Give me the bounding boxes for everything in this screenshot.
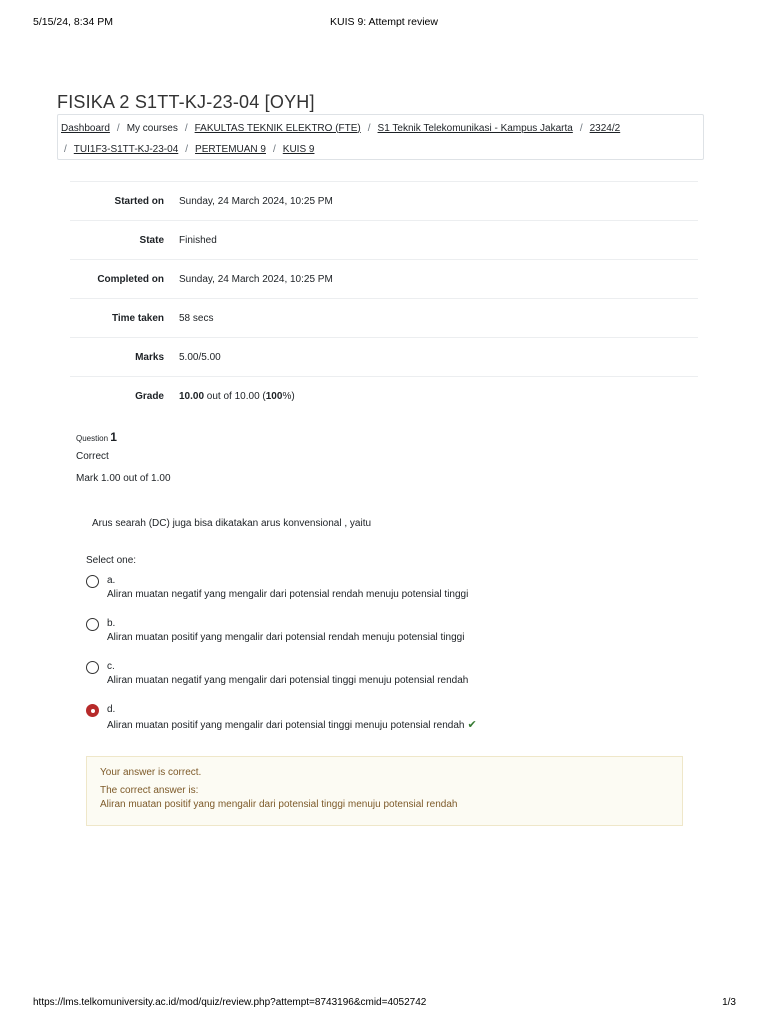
question-number-label: Question: [76, 434, 111, 443]
option-letter: b.: [107, 618, 116, 629]
breadcrumb: [57, 114, 704, 160]
summary-value: Sunday, 24 March 2024, 10:25 PM: [179, 195, 333, 207]
answer-option-d[interactable]: [86, 703, 686, 737]
breadcrumb-course[interactable]: TUI1F3-S1TT-KJ-23-04: [73, 143, 179, 155]
summary-row-time-taken: [70, 298, 698, 337]
summary-value: 58 secs: [179, 312, 214, 324]
feedback-result: Your answer is correct.: [100, 767, 202, 778]
option-letter: c.: [107, 661, 115, 672]
breadcrumb-my-courses: My courses: [126, 122, 178, 134]
answer-option-c[interactable]: [86, 660, 686, 694]
print-url: https://lms.telkomuniversity.ac.id/mod/quiz/review.php?attempt=8743196&cmid=4052742: [33, 997, 427, 1008]
question-state: Correct: [76, 451, 109, 462]
summary-label: Grade: [135, 390, 164, 402]
attempt-summary-table: [70, 181, 698, 415]
summary-label: Completed on: [97, 273, 164, 285]
grade-percent: 100: [265, 390, 283, 402]
grade-value: [179, 391, 295, 402]
breadcrumb-term[interactable]: 2324/2: [589, 122, 621, 134]
answer-feedback: [86, 756, 683, 826]
summary-row-started-on: [70, 181, 698, 220]
summary-value: 5.00/5.00: [179, 351, 221, 363]
radio-icon[interactable]: [86, 661, 99, 674]
breadcrumb-separator: /: [185, 143, 189, 155]
summary-label: Time taken: [111, 312, 164, 324]
summary-label: State: [139, 234, 164, 246]
breadcrumb-separator: /: [184, 122, 188, 134]
breadcrumb-separator: /: [116, 122, 120, 134]
grade-score: 10.00: [179, 390, 205, 402]
option-text: Aliran muatan negatif yang mengalir dari potensial rendah menuju potensial tinggi: [107, 589, 469, 600]
answer-option-b[interactable]: [86, 617, 686, 651]
radio-icon[interactable]: [86, 575, 99, 588]
summary-row-grade: [70, 376, 698, 415]
radio-selected-icon[interactable]: [86, 704, 99, 717]
option-text: Aliran muatan positif yang mengalir dari potensial tinggi menuju potensial rendah: [107, 720, 465, 731]
summary-row-state: [70, 220, 698, 259]
grade-percent-suffix: %): [282, 390, 295, 402]
breadcrumb-separator: /: [64, 143, 67, 155]
option-letter: a.: [107, 575, 116, 586]
option-text: Aliran muatan negatif yang mengalir dari potensial tinggi menuju potensial rendah: [107, 675, 469, 686]
print-footer: [0, 997, 768, 1011]
breadcrumb-separator: /: [367, 122, 371, 134]
print-header: [0, 16, 768, 30]
print-page-title: KUIS 9: Attempt review: [330, 16, 438, 28]
question-mark: Mark 1.00 out of 1.00: [76, 473, 171, 484]
breadcrumb-faculty[interactable]: FAKULTAS TEKNIK ELEKTRO (FTE): [194, 122, 361, 134]
answer-option-a[interactable]: [86, 574, 686, 608]
summary-label: Started on: [114, 195, 164, 207]
summary-row-completed-on: [70, 259, 698, 298]
question-text: Arus searah (DC) juga bisa dikatakan arus konvensional , yaitu: [92, 518, 372, 529]
select-one-prompt: Select one:: [86, 555, 137, 566]
feedback-correct-label: The correct answer is:: [100, 785, 199, 796]
breadcrumb-section[interactable]: PERTEMUAN 9: [195, 143, 266, 155]
course-title: FISIKA 2 S1TT-KJ-23-04 [OYH]: [57, 92, 315, 112]
summary-label: Marks: [135, 351, 164, 363]
question-number: [76, 430, 117, 444]
breadcrumb-quiz[interactable]: KUIS 9: [282, 143, 315, 155]
breadcrumb-separator: /: [579, 122, 583, 134]
grade-out-of: out of 10.00 (: [204, 390, 266, 402]
summary-value: Sunday, 24 March 2024, 10:25 PM: [179, 273, 333, 285]
option-letter: d.: [107, 704, 116, 715]
breadcrumb-separator: /: [273, 143, 276, 155]
question-number-value: 1: [110, 430, 117, 444]
check-icon: ✔: [467, 719, 477, 731]
radio-icon[interactable]: [86, 618, 99, 631]
summary-value: Finished: [179, 234, 217, 246]
option-text-wrapper: [107, 718, 477, 731]
feedback-correct-answer: Aliran muatan positif yang mengalir dari potensial tinggi menuju potensial rendah: [100, 799, 458, 810]
option-text: Aliran muatan positif yang mengalir dari potensial rendah menuju potensial tinggi: [107, 632, 465, 643]
breadcrumb-program[interactable]: S1 Teknik Telekomunikasi - Kampus Jakarta: [377, 122, 573, 134]
summary-row-marks: [70, 337, 698, 376]
breadcrumb-dashboard[interactable]: Dashboard: [61, 122, 110, 134]
print-page-number: 1/3: [722, 997, 736, 1008]
print-datetime: 5/15/24, 8:34 PM: [33, 16, 113, 28]
